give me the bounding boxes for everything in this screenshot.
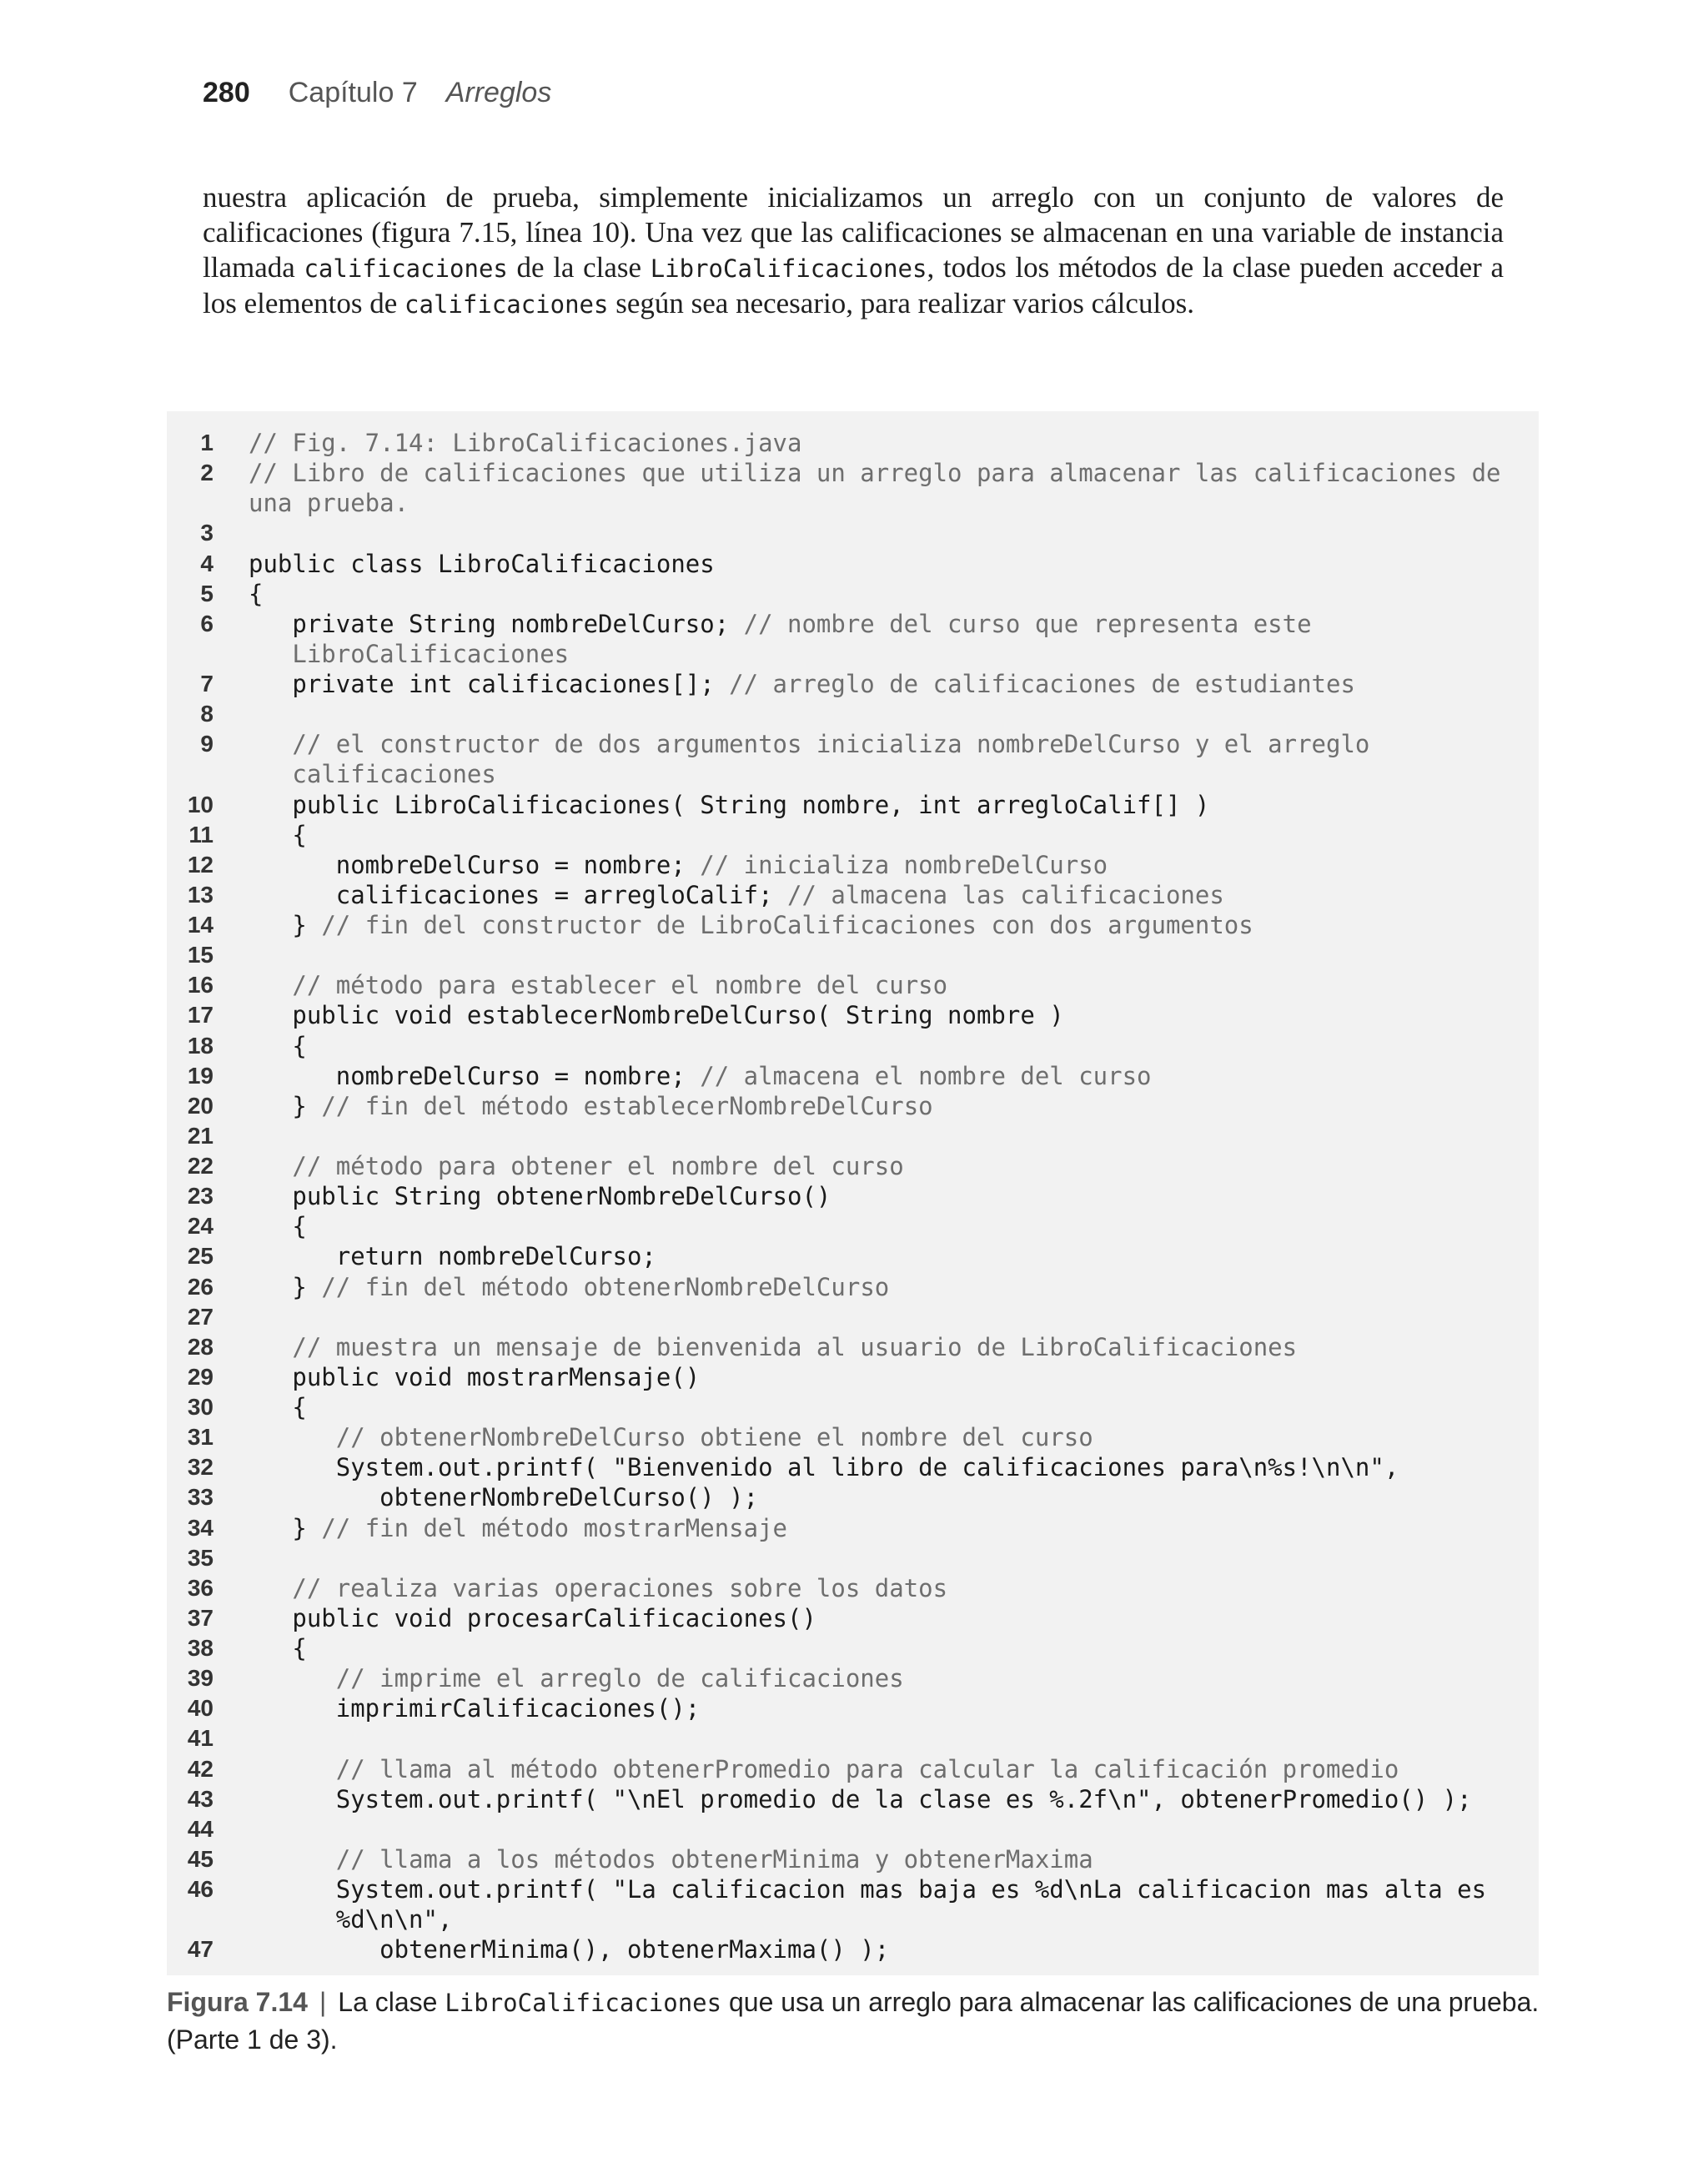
line-number: 24 [187,1213,214,1240]
code-line [167,669,1539,699]
code-text [249,549,715,579]
code-line [167,639,1539,669]
code-line [167,1663,1539,1693]
code-token: System.out.printf( "Bienvenido al libro de calificaciones para\n%s!\n\n", [249,1453,1399,1482]
code-comment: // el constructor de dos argumentos inicializa nombreDelCurso y el arreglo [292,730,1370,759]
caption-text-1: La clase [338,1987,445,2017]
code-line [167,549,1539,579]
code-line [167,1061,1539,1091]
code-line [167,1934,1539,1964]
code-token [249,1152,292,1180]
intro-text-3: , todos los métodos de la clase pueden acceder a los elementos de [203,251,1505,319]
code-text [249,1482,758,1512]
chapter-title: Arreglos [445,77,552,108]
line-number: 12 [187,851,214,878]
code-text [249,1603,816,1633]
code-token: public void establecerNombreDelCurso( String nombre ) [249,1001,1064,1030]
code-token: return nombreDelCurso; [249,1242,656,1271]
code-line [167,1362,1539,1392]
intro-code-1: calificaciones [304,254,508,283]
code-line [167,1603,1539,1633]
line-number: 15 [187,942,214,968]
line-number: 5 [200,580,214,606]
code-token: public LibroCalificaciones( String nombre, int arregloCalif[] ) [249,790,1210,819]
code-token: public class LibroCalificaciones [249,549,715,578]
code-text [249,759,496,789]
code-token: { [249,820,307,849]
line-number: 25 [187,1243,214,1270]
code-text [249,1151,904,1181]
code-line [167,458,1539,488]
code-comment: LibroCalificaciones [292,639,570,668]
code-line [167,790,1539,820]
code-line [167,910,1539,940]
code-line [167,1784,1539,1814]
line-number: 38 [187,1635,214,1661]
code-line [167,820,1539,850]
code-text [249,1663,904,1693]
code-line [167,1422,1539,1452]
line-number: 16 [187,972,214,998]
code-comment: // fin del método mostrarMensaje [321,1513,788,1542]
code-line [167,518,1539,548]
code-comment: // Libro de calificaciones que utiliza un arreglo para almacenar las calificaciones de [249,459,1501,488]
code-text [249,1392,307,1422]
code-text [249,609,1312,639]
code-lines [167,428,1539,1964]
line-number: 44 [187,1815,214,1842]
code-text [249,1181,831,1211]
code-comment: // método para establecer el nombre del curso [292,971,948,1000]
code-listing [167,411,1539,1975]
line-number: 17 [187,1002,214,1029]
code-text [249,428,801,458]
code-text [249,488,409,518]
line-number: 37 [187,1604,214,1631]
code-text [249,1272,889,1302]
line-number: 42 [187,1755,214,1782]
code-token: } [249,1091,322,1120]
code-text [249,1211,307,1241]
code-text [249,1000,1064,1030]
code-line [167,880,1539,910]
line-number: 43 [187,1785,214,1812]
code-token: public String obtenerNombreDelCurso() [249,1182,831,1211]
code-line [167,1874,1539,1904]
code-text [249,820,307,850]
code-text [249,458,1501,488]
line-number: 20 [187,1092,214,1119]
code-comment: // almacena las calificaciones [787,880,1224,909]
code-line [167,1633,1539,1663]
line-number: 29 [187,1363,214,1390]
code-token: { [249,1634,307,1662]
code-token: } [249,1272,322,1301]
code-line [167,1543,1539,1573]
code-line [167,1754,1539,1784]
line-number: 10 [187,791,214,817]
line-number: 33 [187,1484,214,1511]
code-comment: una prueba. [249,489,409,518]
code-line [167,1693,1539,1723]
intro-text-2: de la clase [507,251,651,284]
code-token [249,1664,336,1693]
line-number: 19 [187,1062,214,1089]
code-text [249,1031,307,1061]
code-line [167,1151,1539,1181]
code-line [167,1844,1539,1874]
code-line [167,1904,1539,1934]
code-text [249,790,1209,820]
code-text [249,910,1253,940]
caption-code: LibroCalificaciones [445,1989,722,2017]
code-text [249,1362,700,1392]
figure-caption [167,1984,1543,2058]
intro-paragraph [203,180,1504,322]
code-comment: // llama al método obtenerPromedio para calcular la calificación promedio [335,1754,1399,1783]
code-comment: // arreglo de calificaciones de estudiantes [729,670,1355,698]
line-number: 36 [187,1574,214,1601]
code-line [167,1272,1539,1302]
line-number: 4 [200,550,214,576]
intro-code-3: calificaciones [404,290,609,319]
code-line [167,1723,1539,1753]
code-line [167,1121,1539,1151]
code-token: private String nombreDelCurso; [249,609,744,638]
intro-text-4: según sea necesario, para realizar varios cálculos. [608,287,1195,319]
line-number: 28 [187,1333,214,1360]
caption-separator: | [319,1987,327,2017]
line-number: 6 [200,610,214,636]
chapter-label: Capítulo 7 [288,77,418,108]
code-comment: // obtenerNombreDelCurso obtiene el nombre del curso [335,1423,1093,1452]
code-token: { [249,1212,307,1241]
code-line [167,1302,1539,1332]
code-line [167,488,1539,518]
code-token [249,640,292,668]
code-token [249,1574,292,1602]
line-number: 11 [188,821,214,848]
code-text [249,970,947,1000]
code-token: System.out.printf( "\nEl promedio de la clase es %.2f\n", obtenerPromedio() ); [249,1784,1472,1813]
code-text [249,1784,1472,1814]
running-header [203,77,551,109]
code-token: private int calificaciones[]; [249,670,730,698]
code-line [167,1332,1539,1362]
code-comment: // llama a los métodos obtenerMinima y obtenerMaxima [335,1844,1093,1874]
intro-text-1: nuestra aplicación de prueba, simplemente inicializamos un arreglo con un conjunto de valores de calificaciones (figura 7.15, línea 10). Una vez que las calificaciones se almacenan en una variable de instancia llamada [203,181,1504,284]
line-number: 23 [187,1183,214,1210]
line-number: 27 [187,1303,214,1330]
code-comment: // método para obtener el nombre del curso [292,1152,904,1180]
code-line [167,1392,1539,1422]
line-number: 1 [200,430,214,455]
line-number: 45 [187,1845,214,1872]
code-line [167,1091,1539,1121]
line-number: 2 [200,460,214,486]
code-comment: // realiza varias operaciones sobre los datos [292,1573,948,1602]
line-number: 21 [187,1122,214,1149]
code-line [167,1031,1539,1061]
line-number: 41 [187,1725,214,1752]
code-line [167,940,1539,970]
code-line [167,850,1539,880]
code-line [167,609,1539,639]
code-comment: // muestra un mensaje de bienvenida al usuario de LibroCalificaciones [292,1332,1298,1361]
code-text [249,1904,452,1934]
code-text [249,1573,947,1603]
code-line [167,1814,1539,1844]
code-token: obtenerMinima(), obtenerMaxima() ); [249,1935,890,1964]
code-line [167,699,1539,729]
code-text [249,850,1108,880]
code-line [167,970,1539,1000]
code-text [249,1844,1093,1874]
code-line [167,1000,1539,1030]
caption-text-2: que usa un arreglo para almacenar las calificaciones de una prueba. (Parte 1 de 3). [167,1987,1540,2055]
code-text [249,1934,889,1964]
code-token: { [249,1393,307,1421]
line-number: 9 [200,731,214,757]
line-number: 34 [187,1514,214,1541]
code-token [249,971,292,999]
code-text [249,729,1369,759]
code-text [249,639,569,669]
code-token: obtenerNombreDelCurso() ); [249,1483,759,1512]
line-number: 3 [200,520,214,546]
code-token: imprimirCalificaciones(); [249,1694,701,1723]
code-line [167,1181,1539,1211]
code-token: { [249,579,264,608]
code-line [167,729,1539,759]
code-token: public void procesarCalificaciones() [249,1603,816,1632]
code-token [249,1845,336,1874]
code-comment: // imprime el arreglo de calificaciones [335,1664,904,1693]
code-line [167,428,1539,458]
code-token: } [249,1513,322,1542]
code-text [249,1091,933,1121]
code-token: nombreDelCurso = nombre; [249,1061,701,1090]
code-token: public void mostrarMensaje() [249,1362,701,1391]
code-comment: // inicializa nombreDelCurso [700,850,1108,879]
code-token: } [249,911,322,939]
line-number: 22 [187,1153,214,1179]
code-line [167,1513,1539,1543]
intro-code-2: LibroCalificaciones [650,254,927,283]
code-text [249,669,1355,699]
code-text [249,1754,1399,1784]
page-number: 280 [203,77,250,108]
code-text [249,1633,307,1663]
code-token: { [249,1031,307,1060]
code-text [249,1874,1486,1904]
code-line [167,579,1539,609]
line-number: 8 [200,701,214,727]
code-text [249,579,263,609]
code-text [249,1513,787,1543]
code-comment: // nombre del curso que representa este [743,609,1312,638]
code-line [167,1573,1539,1603]
code-token [249,1423,336,1451]
code-comment: // fin del método obtenerNombreDelCurso [321,1272,890,1301]
code-comment: // fin del método establecerNombreDelCurso [321,1091,933,1120]
line-number: 30 [187,1394,214,1420]
line-number: 32 [187,1454,214,1481]
code-text [249,1452,1399,1482]
code-text [249,1422,1093,1452]
line-number: 7 [200,671,214,697]
code-line [167,1482,1539,1512]
code-text [249,1332,1297,1362]
code-comment: // almacena el nombre del curso [700,1061,1152,1090]
code-token: System.out.printf( "La calificacion mas baja es %d\nLa calificacion mas alta es [249,1875,1487,1904]
code-line [167,759,1539,789]
code-token: nombreDelCurso = nombre; [249,850,701,879]
code-token [249,1755,336,1783]
line-number: 13 [187,881,214,908]
line-number: 31 [187,1424,214,1451]
code-token [249,760,292,788]
caption-label: Figura 7.14 [167,1987,308,2017]
code-line [167,1241,1539,1271]
line-number: 46 [187,1876,214,1902]
code-comment: // fin del constructor de LibroCalificaciones con dos argumentos [321,911,1253,939]
code-token [249,730,292,758]
code-line [167,1452,1539,1482]
line-number: 40 [187,1695,214,1722]
code-token: %d\n\n", [249,1905,453,1934]
code-text [249,880,1224,910]
code-text [249,1693,700,1723]
code-text [249,1061,1152,1091]
line-number: 39 [187,1665,214,1692]
line-number: 35 [187,1544,214,1571]
code-token: calificaciones = arregloCalif; [249,880,788,909]
line-number: 47 [187,1936,214,1963]
code-token [249,1333,292,1361]
line-number: 26 [187,1273,214,1300]
code-comment: calificaciones [292,760,496,789]
line-number: 18 [187,1032,214,1059]
line-number: 14 [187,912,214,938]
code-line [167,1211,1539,1241]
code-comment: // Fig. 7.14: LibroCalificaciones.java [249,429,802,457]
code-text [249,1241,656,1271]
